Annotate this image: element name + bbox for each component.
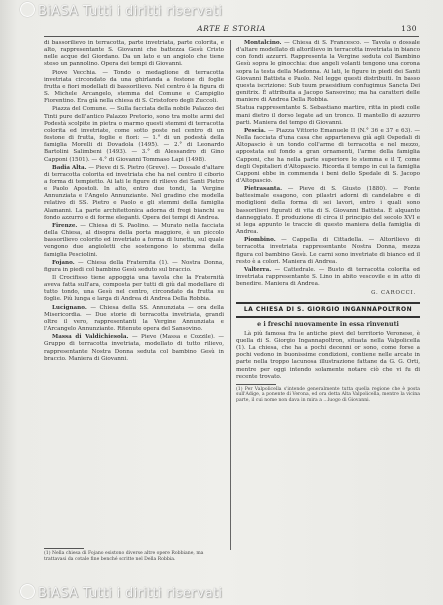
right-footnote-rule — [236, 384, 276, 385]
section-subtitle: e i freschi nuovamente in essa rinvenuti — [257, 320, 399, 328]
place-name: Lucignano. — [52, 304, 87, 311]
right-entries — [236, 40, 420, 288]
biasa-logo-icon — [20, 584, 35, 599]
left-paragraph: Piazza del Comune. — Sulla facciata della nobile Palazzo dei Tinti pure dell'antico Palazzo Pretorio, sono tra molte armi del Podestà scolpite in pietra o marmo questi stemmi di terracotta colorita ed invetriate, come sotto poste nel centro di un festone di frutta, foglie e fiori: — 1.° di un podestà della famiglia Morelli di Dovadola (1495). — 2.° di Leonardo Bartolini Salimbeni (1493). — 3.° di Alessandro di Gino Capponi (1501). — 4.° di Giovanni Tommaso Lapi (1498). — [44, 106, 224, 163]
left-paragraph: Piove Vecchia. — Tondo o medaglione di terracotta invetriata circondato da una ghirlanda a festone di foglie frutta e fiori modellati di bassorilievo. Nel centro è la figura di S. Michele Arcangelo, stemma del Comune e Campiglio Fiorentino. Era già nella chiesa di S. Cristoforo degli Zuccoli. — [44, 69, 224, 105]
right-paragraph: Statua rappresentante S. Sebastiano martire, ritta in piedi colle mani dietro il dorso legate ad un tronco. Il mantello di azzurro parti. Maniera del tempo di Giovanni. — [236, 105, 420, 126]
watermark-text: BiASA Tutti i diritti riservati — [38, 4, 223, 19]
header-rule — [44, 36, 419, 37]
place-name: Firenze. — [52, 222, 78, 229]
section-title: LA CHIESA DI S. GIORGIO INGANNAPOLTRON — [236, 302, 420, 317]
right-paragraph: Valterra. — Cattedrale. — Busto di terracotta colorita ed invetriata rappresentante S. Lino in abito vescovile e in atto di benedire. Maniera di Andrea. — [236, 266, 420, 288]
column-rule — [230, 40, 231, 550]
place-name: Pietrasanta. — [244, 186, 283, 193]
left-paragraph: Firenze. — Chiesa di S. Paolino. — Murato nella facciata della Chiesa, al disopra della porta maggiore, è un piccolo bassorilievo colorito ed invetriato a forma di lunetta, sul quale vengono due angioletti che sostengono lo stemma della famiglia Pesciolini. — [44, 222, 224, 258]
left-paragraph: Badia Alta. — Pieve di S. Pietro (Greve). — Dossale d'altare di terracotta colorita ed invetriata che ha nel centro il ciborio a forma di tempietto. Ai lati le figure di rilievo dei Santi Pietro e Paolo Apostoli. In alto, entro due tondi, la Vergine Annunziata e l'Angelo Annunziante. Nel gradino che modella relativo di SS. Pietro e Paolo e gli stemmi della famiglia Alamanni. La parte architettonica adorna di fregi bianchi su fondo azzurro e di forme eleganti. Opera dei tempi di Andrea. — [44, 164, 224, 221]
place-name: Montalcino. — [244, 40, 282, 46]
footnote-rule — [44, 548, 84, 549]
place-name: Massa di Valdichiesola. — [52, 334, 129, 341]
watermark-bottom — [20, 584, 222, 601]
left-column — [44, 40, 224, 544]
right-paragraph: Montalcino. — Chiesa di S. Francesco. — Tavola o dossale d'altare modellato di altorilievo in terracotta invetriata in bianco con fondi azzurri. Rappresenta la Vergine seduta col Bambino Gesù sopra le ginocchia: due angeli volanti tengono una corona sopra la testa della Madonna. Ai lati, le figure in piedi dei Santi Giovanni Battista e Paolo. Nel legge questi distribuiti. In basso questa iscrizione: Sub tuum praesidium confugimus Sancta Dei genitrix. È attribuita a Jacopo Sansovino; ma ha caratteri delle maniere di Andrea Della Robbia. — [236, 40, 420, 104]
left-paragraph: di bassorilievo in terracotta, parte invetriata, parte colorita, e alto, rappresentante S. Giovanni che battezza Gesù Cristo nelle acque del Giordano. Da un lato e un angiolo che tiene steso un pannolino. Opera dei tempi di Giovanni. — [44, 40, 224, 68]
biasa-logo-icon — [20, 2, 35, 17]
left-paragraph: Massa di Valdichiesola. — Pieve (Massa e Cozzile). — Gruppo di terracotta invetriata, modellato di tutto rilievo, rappresentante Nostra Donna seduta col bambino Gesù in braccio. Maniera di Giovanni. — [44, 334, 224, 362]
left-footnote: (1) Nella chiesa di Fojano esistono diverse altre opere Robbiane, ma trattavasi da cotale fine benché scritte nel Della Robbia. — [44, 551, 204, 562]
watermark-top — [20, 2, 222, 19]
right-column — [236, 40, 420, 404]
right-paragraph: Piombino. — Cappella di Cittadella. — Altorilievo di terracotta invetriata rappresentante Nostra Donna, mezza figura col bambino Gesù. Le carni sono invetriate di bianco ed il resto è a colori. Maniera di Andrea. — [236, 237, 420, 265]
page-header — [44, 24, 419, 36]
left-paragraph: Il Crocifisso tiene appoggia una tavola che la Fraternità aveva fatta sull'ara, composta per tutti di giù dal modellare di tutto tondo, una Gesù nel centro, circondato da frutta su foglie. Più lunga e larga di Andrea di Andrea Della Robbia. — [44, 275, 224, 303]
right-footnote: (1) Per Valpolicella s'intende generalmente tutta quella regione che è posta sull'Adige, a ponente di Verona, ed ora detta Alta Valpolicella, mentre la vicina parte, il cui nome non dava in mira a ...luogo di Giovanni. — [236, 386, 420, 404]
watermark-text: BiASA Tutti i diritti riservati — [38, 586, 223, 601]
place-name: Badia Alta. — [52, 164, 87, 171]
running-title: ARTE E STORIA — [197, 24, 266, 33]
left-paragraph: Lucignano. — Chiesa della SS. Annunziata — ora della Misericordia. — Due storie di terracotta invetriata, grandi oltre il vero, rappresentanti la Vergine Annunziata e l'Arcangelo Annunziante. Ritenute opera del Sansovino. — [44, 304, 224, 333]
place-name: Piombino. — [244, 237, 276, 244]
page-number: 130 — [401, 24, 417, 33]
right-paragraph: Pescia. — Piazza Vittorio Emanuele II (N.° 36 e 37 e 63). — Nella facciata d'una casa che apparteneva già agli Ospedali di Altopascio è un tondo coll'arme di terracotta e nel mezzo, appostata sul fondo a gran ornamenti, l'arme della famiglia Capponi, che ha nella parte superiore lo stemma e il T, come degli Ospitalieri d'Altopascio. Ricorda il tempo in cui la famiglia Capponi ebbe in commenda i beni dello Spedale di S. Jacopo d'Altopascio. — [236, 127, 420, 184]
left-paragraph: Fojano. — Chiesa della Fraternita (1). — Nostra Donna, figura in piedi col bambino Gesù seduto sul braccio. — [44, 259, 224, 273]
place-name: Fojano. — [52, 259, 75, 266]
author-signature: G. CAROCCI. — [371, 290, 416, 297]
right-paragraph: Pietrasanta. — Pieve di S. Giusto (1880). — Fonte battesimale esagono, con pilastri adorni di candelabre e di modiglioni della forma di sei lavori, entro i quali sono bassorilievi figurati di vita di S. Giovanni Battista. È alquanto danneggiato. È produzione di circa il principio del secolo XVI e si lega appunto le traccie di questo maniera della famiglia di Andrea. — [236, 186, 420, 236]
place-name: Valterra. — [244, 266, 272, 273]
place-name: Pescia. — [244, 127, 266, 134]
section-paragraph: Là più famosa fra le antiche pievi del territorio Veronese, è quella di S. Giorgio Ingannapoltron, situata nella Valpolicella (1). La chiesa, che ha a pochi decenni or sono, come forse a pochi vedono in buonissime condizioni, contiene nelle arcate in parte nella troppo lacunosa illustrazione fattane da G. G. Orti, mentre per oggi intendo solamente notare ciò che vi fu di recente trovato. — [236, 330, 420, 380]
